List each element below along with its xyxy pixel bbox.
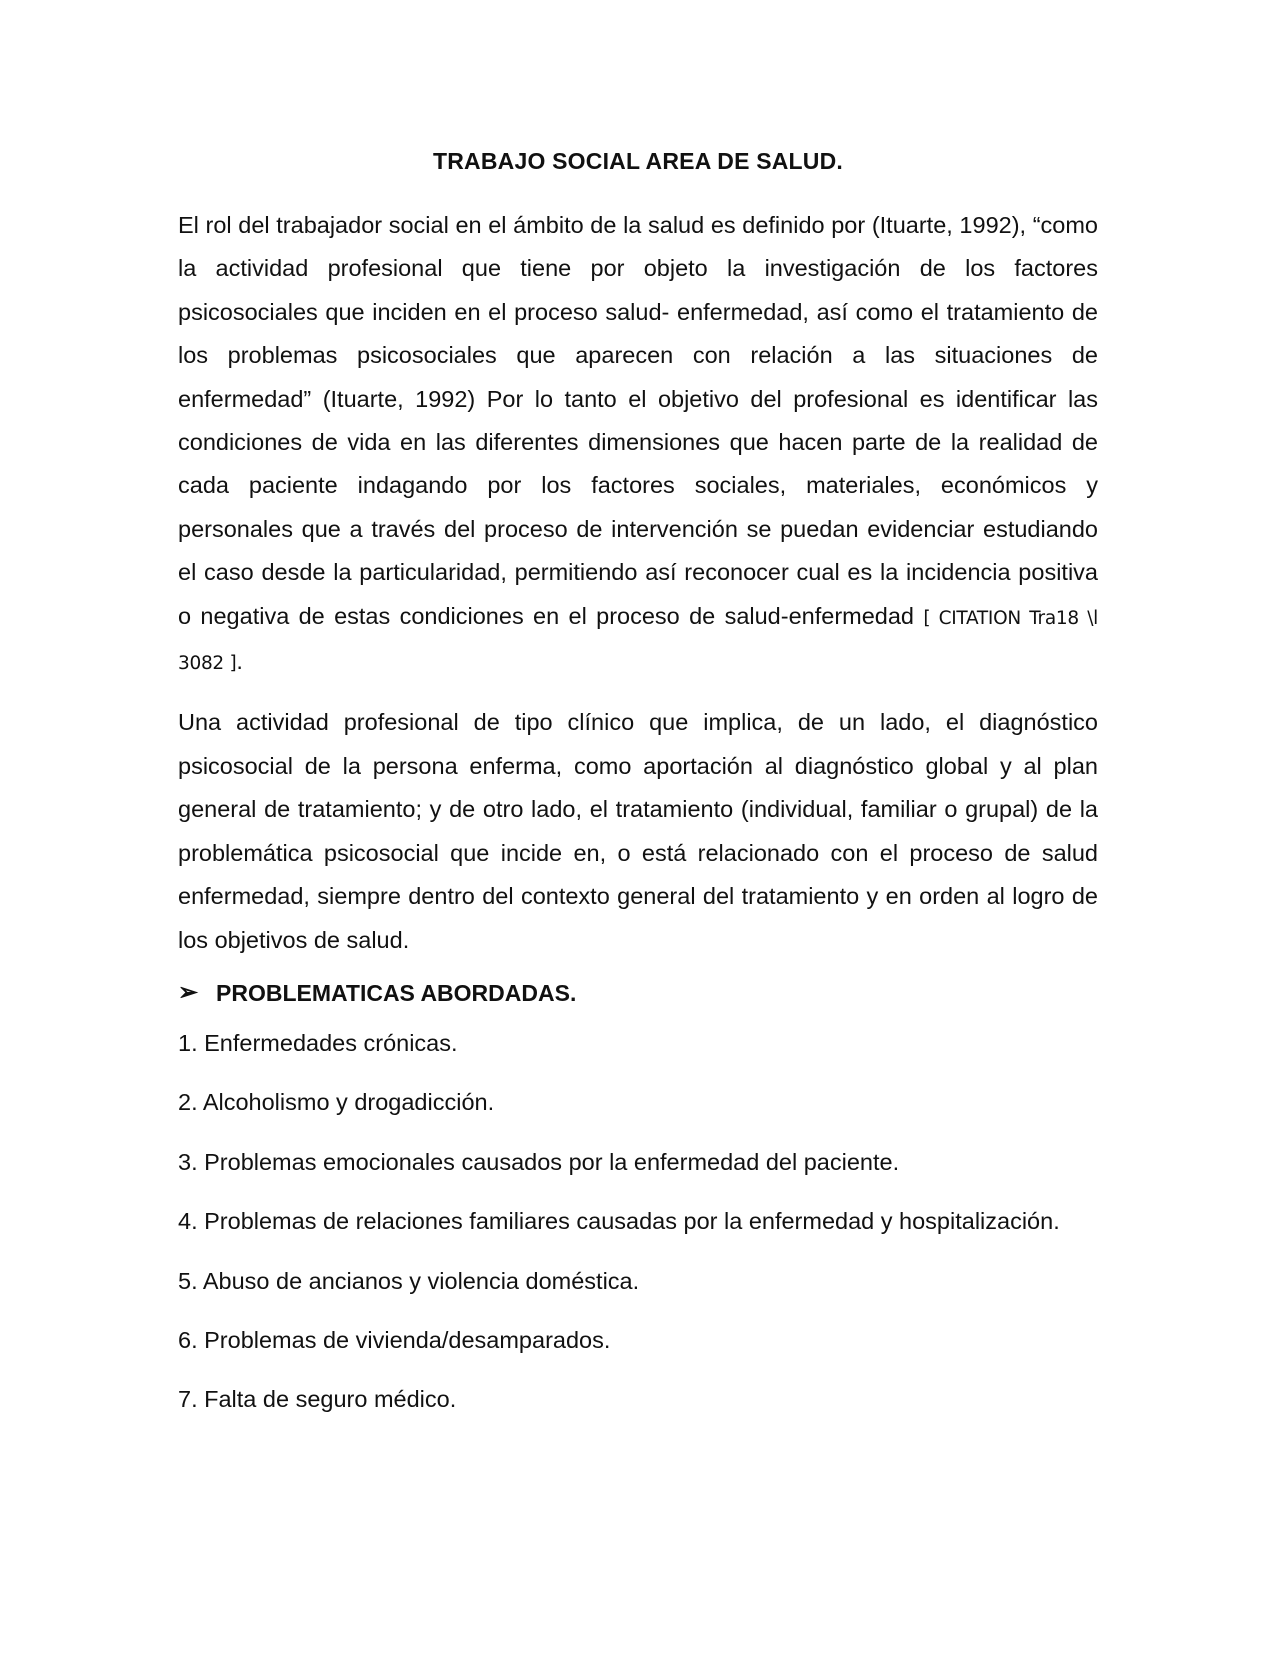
problems-list bbox=[178, 1022, 1098, 1422]
paragraph-clinical-activity: Una actividad profesional de tipo clínico que implica, de un lado, el diagnóstico psicosocial de la persona enferma, como aportación al diagnóstico global y al plan general de tratamiento; y de otro lado, el tratamiento (individual, familiar o grupal) de la problemática psicosocial que incide en, o está relacionado con el proceso de salud enfermedad, siempre dentro del contexto general del tratamiento y en orden al logro de los objetivos de salud. bbox=[178, 709, 1098, 953]
list-item: 4. Problemas de relaciones familiares causadas por la enfermedad y hospitalización. bbox=[178, 1208, 1060, 1235]
paragraph-end-punctuation: . bbox=[236, 648, 243, 675]
arrowhead-bullet-icon: ➢ bbox=[178, 978, 199, 1006]
list-item: 6. Problemas de vivienda/desamparados. bbox=[178, 1326, 611, 1353]
document-title: TRABAJO SOCIAL AREA DE SALUD. bbox=[432, 148, 844, 174]
list-item: 3. Problemas emocionales causados por la enfermedad del paciente. bbox=[178, 1148, 900, 1175]
list-item: 1. Enfermedades crónicas. bbox=[178, 1029, 458, 1056]
list-item: 5. Abuso de ancianos y violencia doméstica. bbox=[178, 1267, 640, 1294]
paragraph-role-definition bbox=[178, 204, 1098, 685]
section-heading-problems bbox=[178, 978, 1098, 1008]
list-item: 2. Alcoholismo y drogadicción. bbox=[178, 1089, 495, 1116]
list-item: 7. Falta de seguro médico. bbox=[178, 1386, 457, 1413]
section-heading-label: PROBLEMATICAS ABORDADAS. bbox=[216, 979, 577, 1006]
paragraph-text: El rol del trabajador social en el ámbito de la salud es definido por (Ituarte, 1992), “como la actividad profesional que tiene por objeto la investigación de los factores psicosociales que inciden en el proceso salud- enfermedad, así como el tratamiento de los problemas psicosociales que aparecen con relación a las situaciones de enfermedad” (Ituarte, 1992) Por lo tanto el objetivo del profesional es identificar las condiciones de vida en las diferentes dimensiones que hacen parte de la realidad de cada paciente indagando por los factores sociales, materiales, económicos y personales que a través del proceso de intervención se puedan evidenciar estudiando el caso desde la particularidad, permitiendo así reconocer cual es la incidencia positiva o negativa de estas condiciones en el proceso de salud-enfermedad bbox=[178, 212, 1098, 629]
document-body bbox=[178, 146, 1098, 1438]
citation-field: [ CITATION Tra18 \l 3082 ] bbox=[178, 607, 1098, 675]
